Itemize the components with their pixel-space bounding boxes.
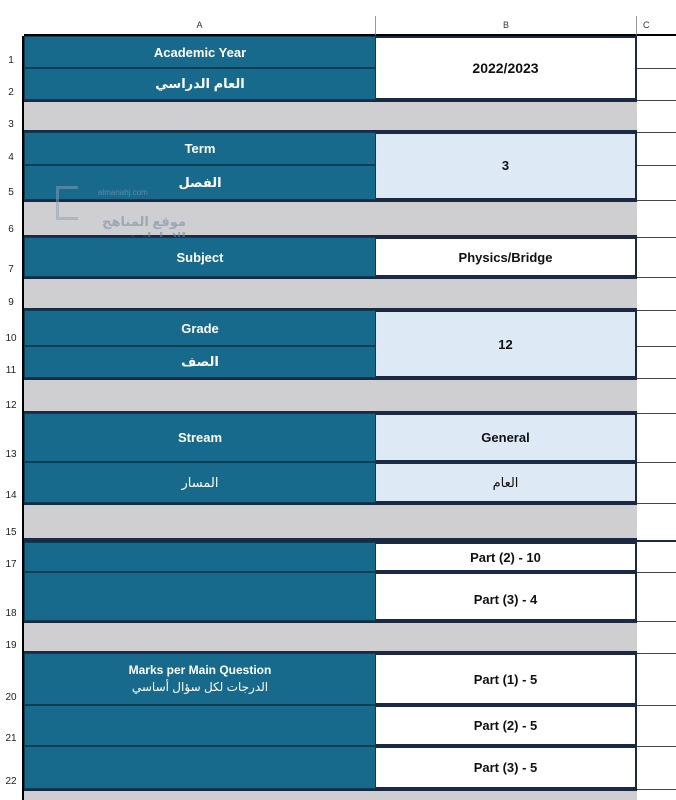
spacer-row[interactable] — [24, 277, 637, 310]
spacer-row[interactable] — [24, 378, 637, 413]
academic-year-value-cell[interactable]: 2022/2023 — [376, 36, 637, 100]
blank-label-cell[interactable] — [24, 746, 376, 789]
blank-label-cell[interactable] — [24, 572, 376, 621]
grid-line — [637, 132, 676, 133]
grid-line — [637, 503, 676, 504]
spacer-row[interactable] — [24, 100, 637, 132]
grid-line — [637, 200, 676, 201]
row-number[interactable]: 17 — [5, 559, 17, 570]
watermark-arabic: موقع المناهج — [102, 214, 186, 229]
grid-line — [637, 68, 676, 69]
blank-label-cell[interactable] — [24, 705, 376, 746]
blank-label-cell[interactable] — [24, 542, 376, 572]
row-number[interactable]: 1 — [8, 55, 14, 66]
grid-line — [637, 462, 676, 463]
row-number[interactable]: 4 — [8, 152, 14, 163]
marks-part1-cell[interactable]: Part (1) - 5 — [376, 653, 637, 705]
grid-line — [637, 277, 676, 278]
spacer-row[interactable] — [24, 789, 637, 800]
row-number[interactable]: 13 — [5, 449, 17, 460]
grid-line — [637, 572, 676, 573]
row-number[interactable]: 14 — [5, 490, 17, 501]
questions-part3-cell[interactable]: Part (3) - 4 — [376, 572, 637, 621]
marks-per-question-label-cell[interactable]: Marks per Main Question الدرجات لكل سؤال أساسي — [24, 653, 376, 705]
term-arabic-cell[interactable]: الفصل — [24, 165, 376, 200]
row-number[interactable]: 10 — [5, 333, 17, 344]
grid-line — [637, 237, 676, 238]
grid-line — [637, 413, 676, 414]
term-label-cell[interactable]: Term — [24, 132, 376, 165]
academic-year-label-cell[interactable]: Academic Year — [24, 36, 376, 68]
column-header-b[interactable]: B — [376, 16, 637, 36]
row-number[interactable]: 20 — [5, 692, 17, 703]
stream-value-arabic-cell[interactable]: العام — [376, 462, 637, 503]
spacer-row[interactable] — [24, 621, 637, 653]
row-number[interactable]: 19 — [5, 640, 17, 651]
row-number[interactable]: 15 — [5, 527, 17, 538]
marks-part2-cell[interactable]: Part (2) - 5 — [376, 705, 637, 746]
stream-arabic-cell[interactable]: المسار — [24, 462, 376, 503]
subject-label-cell[interactable]: Subject — [24, 237, 376, 277]
row-number[interactable]: 9 — [8, 297, 14, 308]
row-number[interactable]: 3 — [8, 119, 14, 130]
row-number[interactable]: 2 — [8, 87, 14, 98]
grid-line — [637, 621, 676, 622]
stream-value-cell[interactable]: General — [376, 413, 637, 462]
row-number[interactable]: 5 — [8, 187, 14, 198]
academic-year-arabic-cell[interactable]: العام الدراسي — [24, 68, 376, 100]
grid-line — [637, 789, 676, 790]
row-number[interactable]: 22 — [5, 776, 17, 787]
column-c-cells — [637, 36, 676, 800]
grid-line — [637, 378, 676, 379]
grid-line — [637, 165, 676, 166]
row-number[interactable]: 18 — [5, 608, 17, 619]
questions-part2-cell[interactable]: Part (2) - 10 — [376, 542, 637, 572]
grid-line — [637, 100, 676, 101]
stream-label-cell[interactable]: Stream — [24, 413, 376, 462]
grid-line — [637, 310, 676, 311]
grid-line — [637, 746, 676, 747]
top-strip — [0, 0, 676, 16]
watermark-url: almanahj.com — [98, 188, 148, 197]
term-value-cell[interactable]: 3 — [376, 132, 637, 200]
row-number[interactable]: 12 — [5, 400, 17, 411]
grid-line — [637, 653, 676, 654]
grid-line — [637, 346, 676, 347]
row-number[interactable]: 11 — [5, 365, 17, 376]
column-header-a[interactable]: A — [24, 16, 376, 36]
row-number[interactable]: 7 — [8, 264, 14, 275]
column-header-c[interactable]: C — [637, 16, 676, 36]
grade-arabic-cell[interactable]: الصف — [24, 346, 376, 378]
row-number[interactable]: 21 — [5, 733, 17, 744]
row-number[interactable]: 6 — [8, 224, 14, 235]
subject-value-cell[interactable]: Physics/Bridge — [376, 237, 637, 277]
grade-value-cell[interactable]: 12 — [376, 310, 637, 378]
spacer-row[interactable] — [24, 503, 637, 540]
grade-label-cell[interactable]: Grade — [24, 310, 376, 346]
grid-line — [637, 705, 676, 706]
marks-part3-cell[interactable]: Part (3) - 5 — [376, 746, 637, 789]
